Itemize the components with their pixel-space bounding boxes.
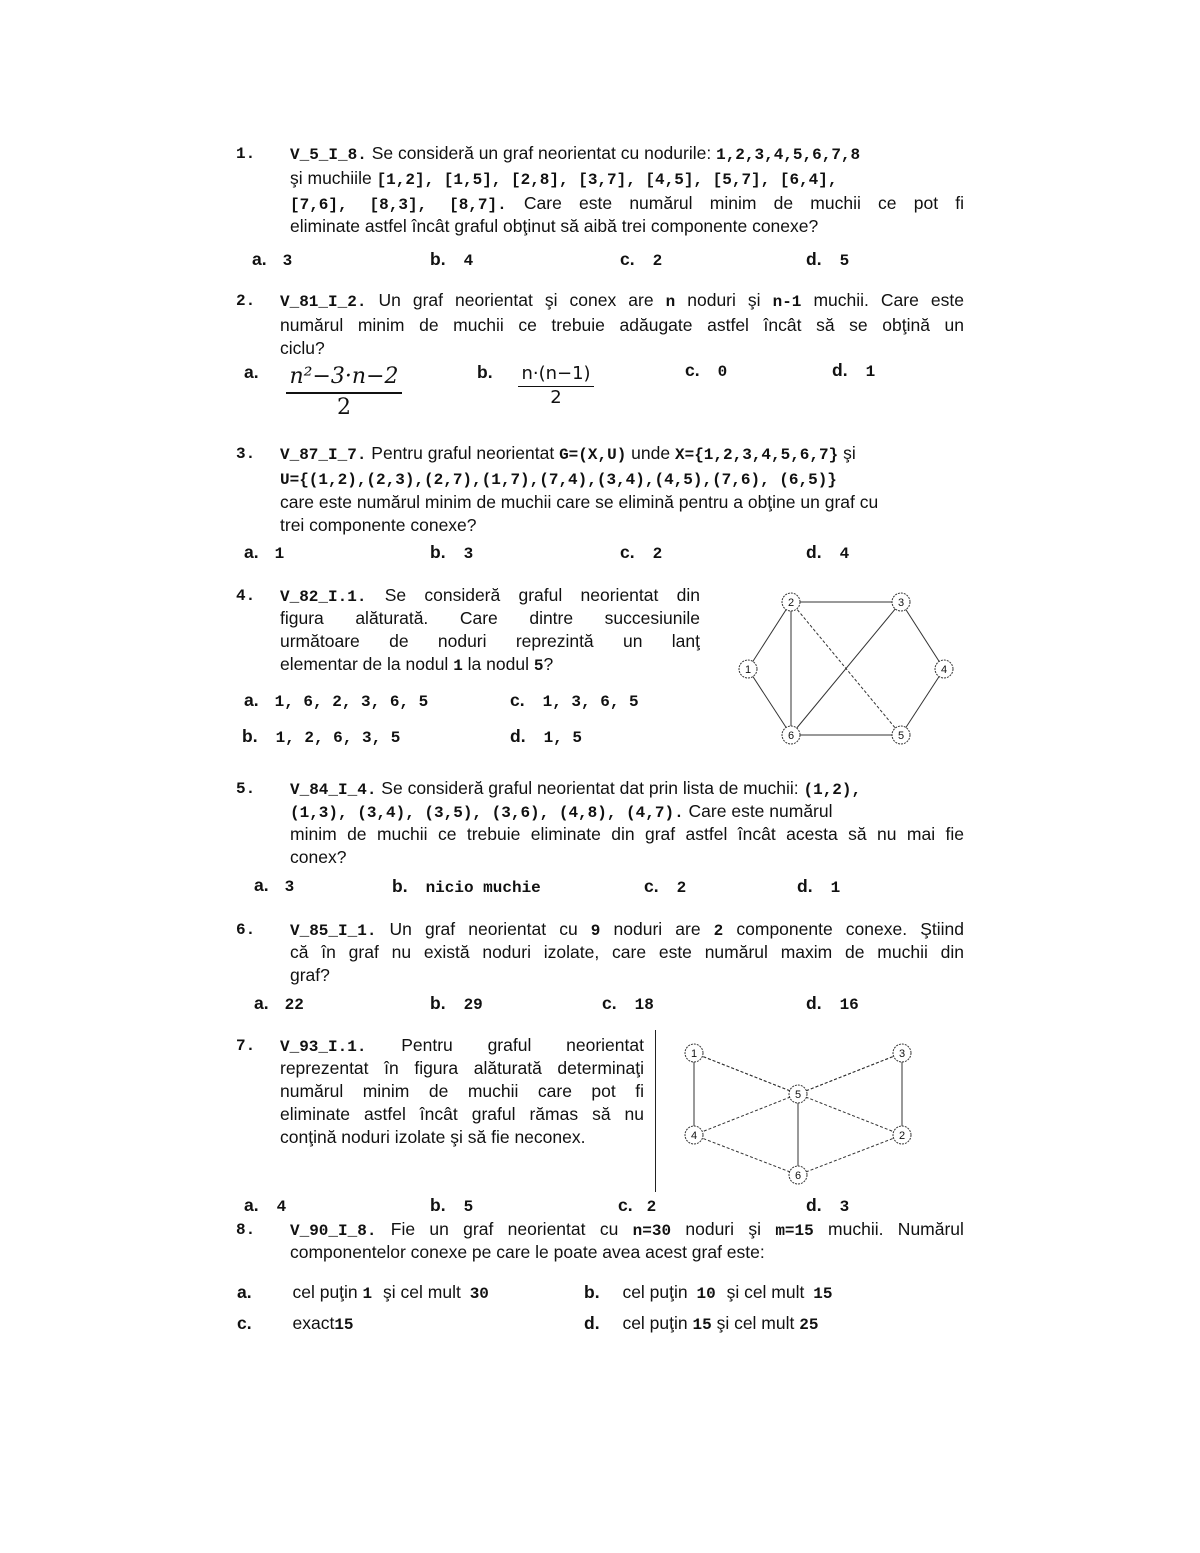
question-text-line: minim de muchii ce trebuie eliminate din graf astfel încât acesta să nu mai fie	[290, 824, 964, 844]
question-text-line	[290, 142, 860, 167]
answer-option: c. exact15	[237, 1313, 354, 1334]
question-text-line: V_93_I.1. Pentru graful neorientat	[280, 1035, 644, 1056]
answer-option: d. 1	[832, 360, 876, 381]
answer-option: c. 18	[602, 993, 654, 1014]
question-text-line: figura alăturată. Care dintre succesiunile	[280, 608, 700, 628]
question-text-line: conex?	[290, 847, 347, 867]
answer-option: d. 5	[806, 249, 850, 270]
answer-option: d. cel puţin 15 şi cel mult 25	[584, 1313, 819, 1334]
question-text: Se consideră un graf neorientat cu nodurile:	[371, 143, 712, 163]
question-text-line: V_84_I_4. Se consideră graful neorientat dat prin lista de muchii: (1,2),	[290, 778, 862, 799]
question-number: 6.	[236, 921, 256, 939]
question-text-line: V_82_I.1. Se consideră graful neorientat din	[280, 585, 700, 606]
graph-edge	[748, 669, 791, 735]
question-text-line: care este numărul minim de muchii care se elimină pentru a obţine un graf cu	[280, 492, 879, 512]
graph-node-label: 6	[794, 1170, 802, 1182]
question-text-line: numărul minim de muchii care pot fi	[280, 1081, 644, 1101]
node-list: 1,2,3,4,5,6,7,8	[716, 146, 861, 164]
answer-option: d. 1	[797, 876, 841, 897]
question-text-line: V_85_I_1. Un graf neorientat cu 9 noduri are 2 componente conexe. Ştiind	[290, 919, 964, 940]
graph-node-label: 1	[690, 1048, 698, 1060]
graph-node-label: 2	[898, 1130, 906, 1142]
fraction-denominator: 2	[337, 395, 351, 420]
answer-option: c. 0	[685, 360, 728, 381]
question-code: V_84_I_4.	[290, 781, 377, 799]
graph-node-label: 3	[898, 1048, 906, 1060]
graph-node-label: 3	[897, 597, 905, 609]
graph-figure-q4	[730, 585, 960, 750]
question-code: V_85_I_1.	[290, 922, 377, 940]
question-text-line: componentelor conexe pe care le poate avea acest graf este:	[290, 1242, 765, 1262]
fraction-numerator: n·(n−1)	[521, 363, 591, 384]
question-number: 1.	[236, 145, 256, 163]
question-text-line: graf?	[290, 965, 330, 985]
question-text-line: V_90_I_8. Fie un graf neorientat cu n=30 noduri şi m=15 muchii. Numărul	[290, 1219, 964, 1240]
question-text: şi muchiile	[290, 168, 372, 188]
question-text-line: următoare de noduri reprezintă un lanţ	[280, 631, 700, 651]
question-text-line: trei componente conexe?	[280, 515, 477, 535]
question-code: V_82_I.1.	[280, 588, 367, 606]
fraction-answer-a	[286, 362, 402, 422]
question-text-line: conţină noduri izolate şi să fie neconex.	[280, 1127, 586, 1147]
question-text-line: V_87_I_7. Pentru graful neorientat G=(X,U) unde X={1,2,3,4,5,6,7} şi	[280, 443, 856, 464]
question-code: V_5_I_8.	[290, 146, 367, 164]
question-text: Care este numărul minim de muchii ce pot fi	[523, 193, 965, 213]
answer-option: c. 1, 3, 6, 5	[510, 690, 639, 711]
answer-option: a. 3	[252, 249, 293, 270]
answer-option: d. 1, 5	[510, 726, 582, 747]
answer-option: b. nicio muchie	[392, 876, 541, 897]
graph-edge	[798, 1135, 902, 1175]
fraction-numerator: n²−3·n−2	[289, 364, 399, 389]
graph-edge	[748, 602, 791, 669]
graph-edge	[694, 1135, 798, 1175]
graph-node-label: 6	[787, 730, 795, 742]
question-number: 7.	[236, 1037, 256, 1055]
answer-option: d. 16	[806, 993, 859, 1014]
graph-edge	[901, 602, 944, 669]
graph-node-label: 4	[690, 1130, 698, 1142]
question-text-line: reprezentat în figura alăturată determinaţi	[280, 1058, 644, 1078]
question-text-line	[290, 167, 837, 192]
answer-option: a. 1, 6, 2, 3, 6, 5	[244, 690, 429, 711]
question-number: 3.	[236, 445, 256, 463]
question-text-line: ciclu?	[280, 338, 325, 358]
answer-option: b. 5	[430, 1195, 474, 1216]
answer-option: b. 1, 2, 6, 3, 5	[242, 726, 401, 747]
answer-option: a. 3	[254, 875, 295, 896]
answer-option: c. 2	[620, 542, 663, 563]
answer-option: b. 4	[430, 249, 474, 270]
question-number: 5.	[236, 780, 256, 798]
answer-option: a. 1	[244, 542, 285, 563]
divider-line	[655, 1030, 656, 1192]
answer-option: c. 2	[620, 249, 663, 270]
graph-node-label: 1	[744, 664, 752, 676]
question-text-line: elementar de la nodul 1 la nodul 5?	[280, 654, 554, 675]
answer-option: a. 4	[244, 1195, 287, 1216]
fraction-denominator: 2	[550, 387, 562, 408]
answer-option: d. 3	[806, 1195, 850, 1216]
question-text-line: eliminate astfel încât graful obţinut să aibă trei componente conexe?	[290, 216, 819, 236]
question-number: 4.	[236, 587, 256, 605]
question-text-line	[290, 192, 964, 217]
graph-node-label: 2	[787, 597, 795, 609]
question-text-line: (1,3), (3,4), (3,5), (3,6), (4,8), (4,7). Care este numărul	[290, 801, 833, 822]
question-text-line: numărul minim de muchii ce trebuie adăugate astfel încât să se obţină un	[280, 315, 964, 335]
question-code: V_90_I_8.	[290, 1222, 377, 1240]
edge-list: [1,2], [1,5], [2,8], [3,7], [4,5], [5,7], [6,4],	[376, 171, 838, 189]
question-text-line: U={(1,2),(2,3),(2,7),(1,7),(7,4),(3,4),(4,5),(7,6), (6,5)}	[280, 471, 837, 489]
answer-option: a. cel puţin 1 şi cel mult 30	[237, 1282, 489, 1303]
graph-node-label: 5	[897, 730, 905, 742]
question-code: V_93_I.1.	[280, 1038, 367, 1056]
answer-option: b. 3	[430, 542, 474, 563]
answer-option: b. 29	[430, 993, 483, 1014]
answer-option: a. 22	[254, 993, 304, 1014]
answer-option: c. 2	[644, 876, 687, 897]
graph-edge	[901, 669, 944, 735]
edge-list: [7,6], [8,3], [8,7].	[290, 196, 507, 214]
graph-figure-q7	[670, 1035, 930, 1190]
graph-node-label: 4	[940, 664, 948, 676]
question-text-line: că în graf nu există noduri izolate, care este numărul maxim de muchii din	[290, 942, 964, 962]
answer-option: b. cel puţin 10 şi cel mult 15	[584, 1282, 833, 1303]
answer-label: a.	[244, 362, 259, 382]
answer-option: c. 2	[618, 1195, 657, 1216]
question-text-line: V_81_I_2. Un graf neorientat şi conex are n noduri şi n-1 muchii. Care este	[280, 290, 964, 311]
answer-option: d. 4	[806, 542, 850, 563]
answer-label: b.	[477, 362, 493, 382]
fraction-answer-b	[518, 362, 594, 409]
question-number: 2.	[236, 292, 256, 310]
graph-node-label: 5	[794, 1089, 802, 1101]
question-code: V_81_I_2.	[280, 293, 367, 311]
question-text-line: eliminate astfel încât graful rămas să nu	[280, 1104, 644, 1124]
question-number: 8.	[236, 1221, 256, 1239]
question-code: V_87_I_7.	[280, 446, 367, 464]
